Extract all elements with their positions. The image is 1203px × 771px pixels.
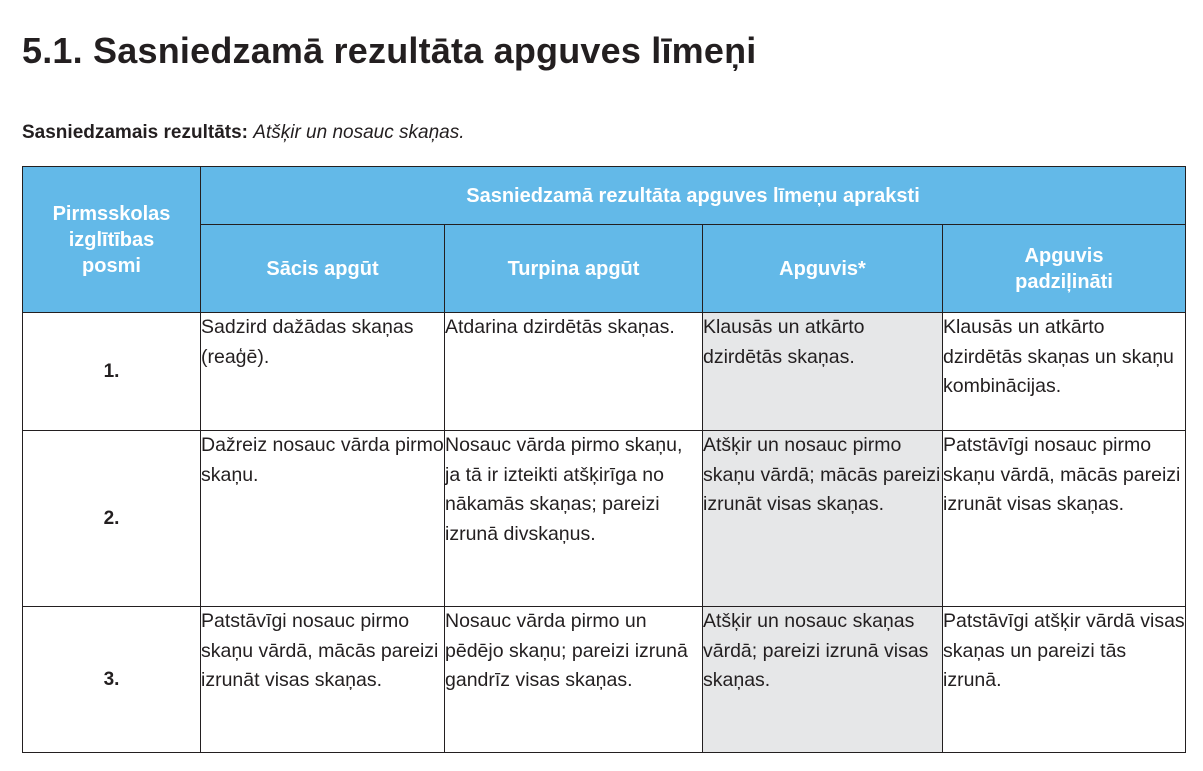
- result-statement: [22, 122, 464, 144]
- table-row: [23, 431, 1186, 607]
- cell-started: Sadzird dažādas skaņas (reaģē).: [201, 313, 445, 431]
- table-row: [23, 607, 1186, 753]
- levels-table: [22, 166, 1186, 753]
- cell-mastered: Atšķir un nosauc skaņas vārdā; pareizi izrunā visas skaņas.: [703, 607, 943, 753]
- cell-advanced: Klausās un atkārto dzirdētās skaņas un skaņu kombinācijas.: [943, 313, 1186, 431]
- level-header-started: Sācis apgūt: [201, 225, 445, 313]
- group-header: Sasniedzamā rezultāta apguves līmeņu apraksti: [201, 167, 1186, 225]
- level-header-advanced: Apguvis padziļināti: [943, 225, 1186, 313]
- level-header-mastered: Apguvis*: [703, 225, 943, 313]
- result-label: Sasniedzamais rezultāts:: [22, 122, 248, 143]
- cell-continuing: Nosauc vārda pirmo skaņu, ja tā ir izteikti atšķirīga no nākamās skaņas; pareizi izrunā divskaņus.: [445, 431, 703, 607]
- cell-mastered: Klausās un atkārto dzirdētās skaņas.: [703, 313, 943, 431]
- stage-header: Pirmsskolas izglītības posmi: [23, 167, 201, 313]
- result-value: Atšķir un nosauc skaņas.: [253, 122, 465, 143]
- page-title: 5.1. Sasniedzamā rezultāta apguves līmeņi: [22, 30, 757, 71]
- cell-continuing: Atdarina dzirdētās skaņas.: [445, 313, 703, 431]
- cell-advanced: Patstāvīgi nosauc pirmo skaņu vārdā, mācās pareizi izrunāt visas skaņas.: [943, 431, 1186, 607]
- header-row: [23, 167, 1186, 225]
- cell-advanced: Patstāvīgi atšķir vārdā visas skaņas un pareizi tās izrunā.: [943, 607, 1186, 753]
- stage-number: 1.: [23, 313, 201, 431]
- cell-mastered: Atšķir un nosauc pirmo skaņu vārdā; mācās pareizi izrunāt visas skaņas.: [703, 431, 943, 607]
- cell-started: Patstāvīgi nosauc pirmo skaņu vārdā, mācās pareizi izrunāt visas skaņas.: [201, 607, 445, 753]
- level-header-continuing: Turpina apgūt: [445, 225, 703, 313]
- stage-number: 3.: [23, 607, 201, 753]
- table-row: [23, 313, 1186, 431]
- cell-continuing: Nosauc vārda pirmo un pēdējo skaņu; pareizi izrunā gandrīz visas skaņas.: [445, 607, 703, 753]
- stage-number: 2.: [23, 431, 201, 607]
- cell-started: Dažreiz nosauc vārda pirmo skaņu.: [201, 431, 445, 607]
